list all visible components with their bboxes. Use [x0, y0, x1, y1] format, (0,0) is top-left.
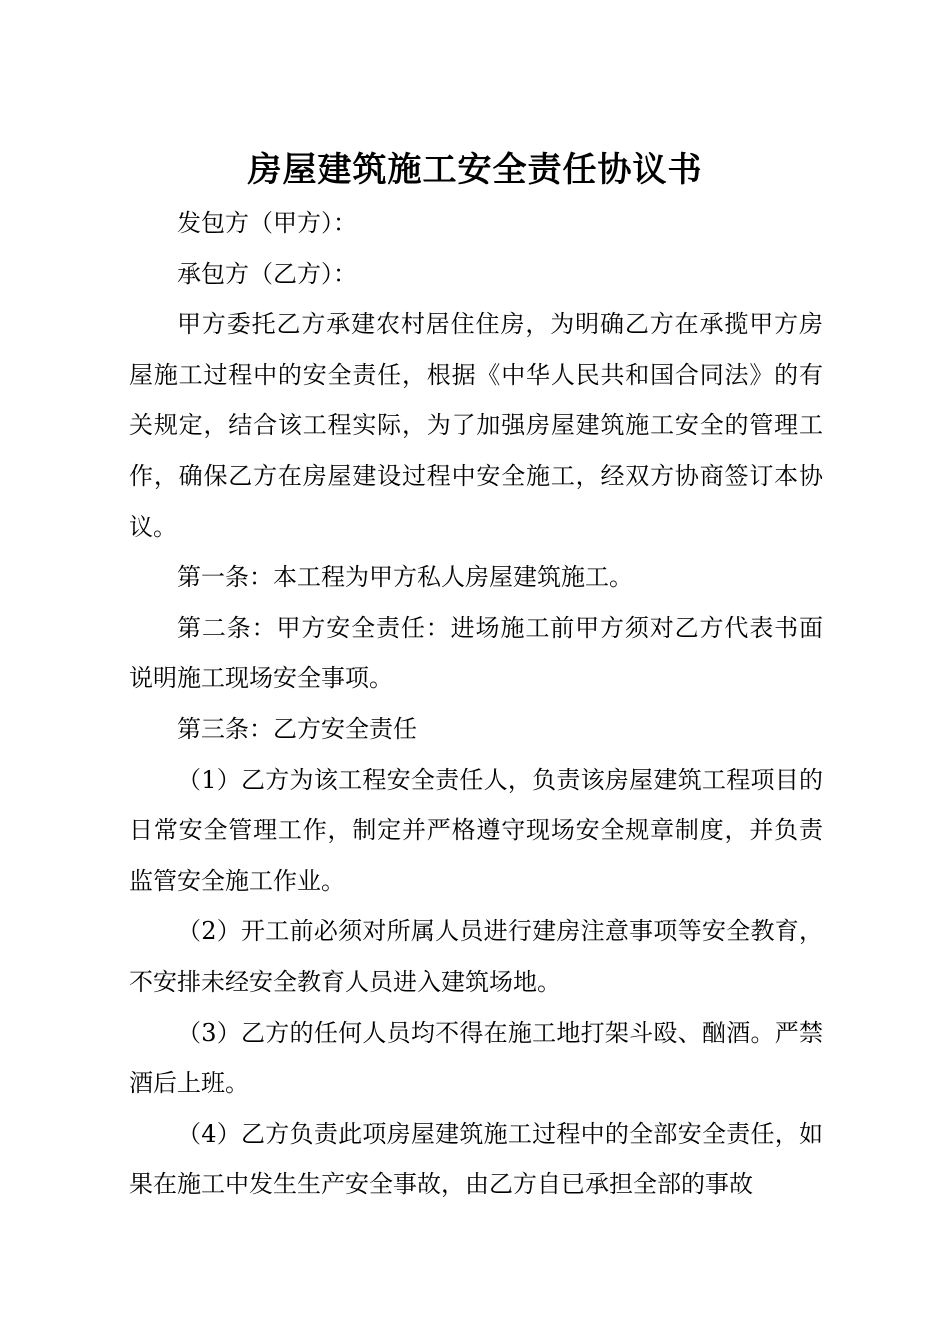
paragraph-preamble: 甲方委托乙方承建农村居住住房，为明确乙方在承揽甲方房屋施工过程中的安全责任，根据《中华人民共和国合同法》的有关规定，结合该工程实际，为了加强房屋建筑施工安全的管理工作，确保乙方在房屋建设过程中安全施工，经双方协商签订本协议。 — [129, 310, 823, 541]
paragraph-party-a: 发包方（甲方）： — [177, 209, 357, 237]
paragraph-article-2: 第二条：甲方安全责任：进场施工前甲方须对乙方代表书面说明施工现场安全事项。 — [129, 613, 823, 693]
paragraph-clause-4: （4）乙方负责此项房屋建筑施工过程中的全部安全责任，如果在施工中发生生产安全事故，由乙方自已承担全部的事故 — [129, 1119, 823, 1199]
document-body — [129, 198, 823, 1210]
paragraph-article-3: 第三条：乙方安全责任 — [177, 714, 417, 743]
paragraph-clause-1: （1）乙方为该工程安全责任人，负责该房屋建筑工程项目的日常安全管理工作，制定并严格遵守现场安全规章制度，并负责监管安全施工作业。 — [129, 765, 823, 895]
paragraph-clause-2: （2）开工前必须对所属人员进行建房注意事项等安全教育，不安排未经安全教育人员进入建筑场地。 — [129, 917, 823, 996]
paragraph-party-b: 承包方（乙方）： — [177, 259, 357, 288]
paragraph-clause-3: （3）乙方的任何人员均不得在施工地打架斗殴、酗酒。严禁酒后上班。 — [129, 1018, 823, 1098]
document-title: 房屋建筑施工安全责任协议书 — [247, 150, 703, 190]
paragraph-article-1: 第一条：本工程为甲方私人房屋建筑施工。 — [177, 563, 633, 592]
